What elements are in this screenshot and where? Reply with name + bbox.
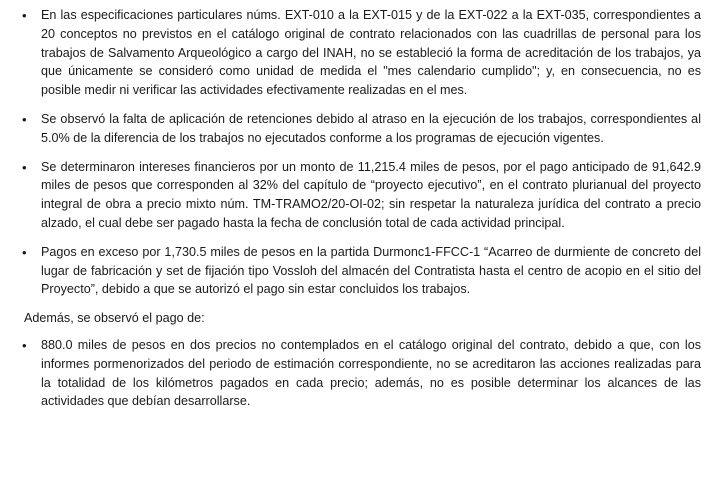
bullet-item-especificaciones — [22, 6, 701, 100]
bullet-icon: • — [22, 8, 27, 23]
bullet-icon: • — [22, 337, 27, 353]
bullet-item-retenciones — [22, 110, 701, 148]
bullet-text: Se observó la falta de aplicación de retenciones debido al atraso en la ejecución de los trabajos, correspondientes al 5.0% de la diferencia de los trabajos no ejecutados conforme a los programas de ejecución vigentes. — [41, 111, 701, 145]
bullet-item-precios-no-contemplados — [22, 336, 701, 411]
bullet-text: Pagos en exceso por 1,730.5 miles de pesos en la partida Durmonc1-FFCC-1 “Acarreo de durmiente de concreto del lugar de fabricación y set de fijación tipo Vossloh del almacén del Contratista hasta el centro de acopio en el sitio del Proyecto”, debido a que se autorizó el pago sin estar concluidos los trabajos. — [41, 244, 701, 297]
bullet-icon: • — [22, 111, 27, 127]
bullet-item-intereses — [22, 158, 701, 233]
bullet-text: Se determinaron intereses financieros por un monto de 11,215.4 miles de pesos, por el pago anticipado de 91,642.9 miles de pesos que corresponden al 32% del capítulo de “proyecto ejecutivo”, en el contrato plurianual del proyecto integral de obra a precio mixto núm. TM-TRAMO2/20-OI-02; sin respetar la naturaleza jurídica del contrato a precio alzado, el cual debe ser pagado hasta la fecha de conclusión total de cada actividad principal. — [41, 159, 701, 230]
bullet-text: En las especificaciones particulares núms. EXT-010 a la EXT-015 y de la EXT-022 a la EXT-035, correspondientes a 20 conceptos no previstos en el catálogo original de contrato relacionados con las cuadrillas de personal para los trabajos de Salvamento Arqueológico a cargo del INAH, no se estableció la forma de acreditación de los trabajos, ya que únicamente se consideró como unidad de medida el "mes calendario cumplido"; y, en consecuencia, no es posible medir ni verificar las actividades efectivamente realizadas en el mes. — [41, 8, 701, 98]
bullet-item-pagos-exceso — [22, 243, 701, 299]
bullet-icon: • — [22, 244, 27, 260]
lead-paragraph: Además, se observó el pago de: — [24, 311, 205, 326]
bullet-text: 880.0 miles de pesos en dos precios no contemplados en el catálogo original del contrato, debido a que, con los informes pormenorizados del periodo de estimación correspondiente, no se acreditaron las acciones realizadas para la totalidad de los kilómetros pagados en cada precio; además, no es posible determinar los alcances de las actividades que debían desarrollarse. — [41, 337, 701, 409]
bullet-icon: • — [22, 159, 27, 175]
